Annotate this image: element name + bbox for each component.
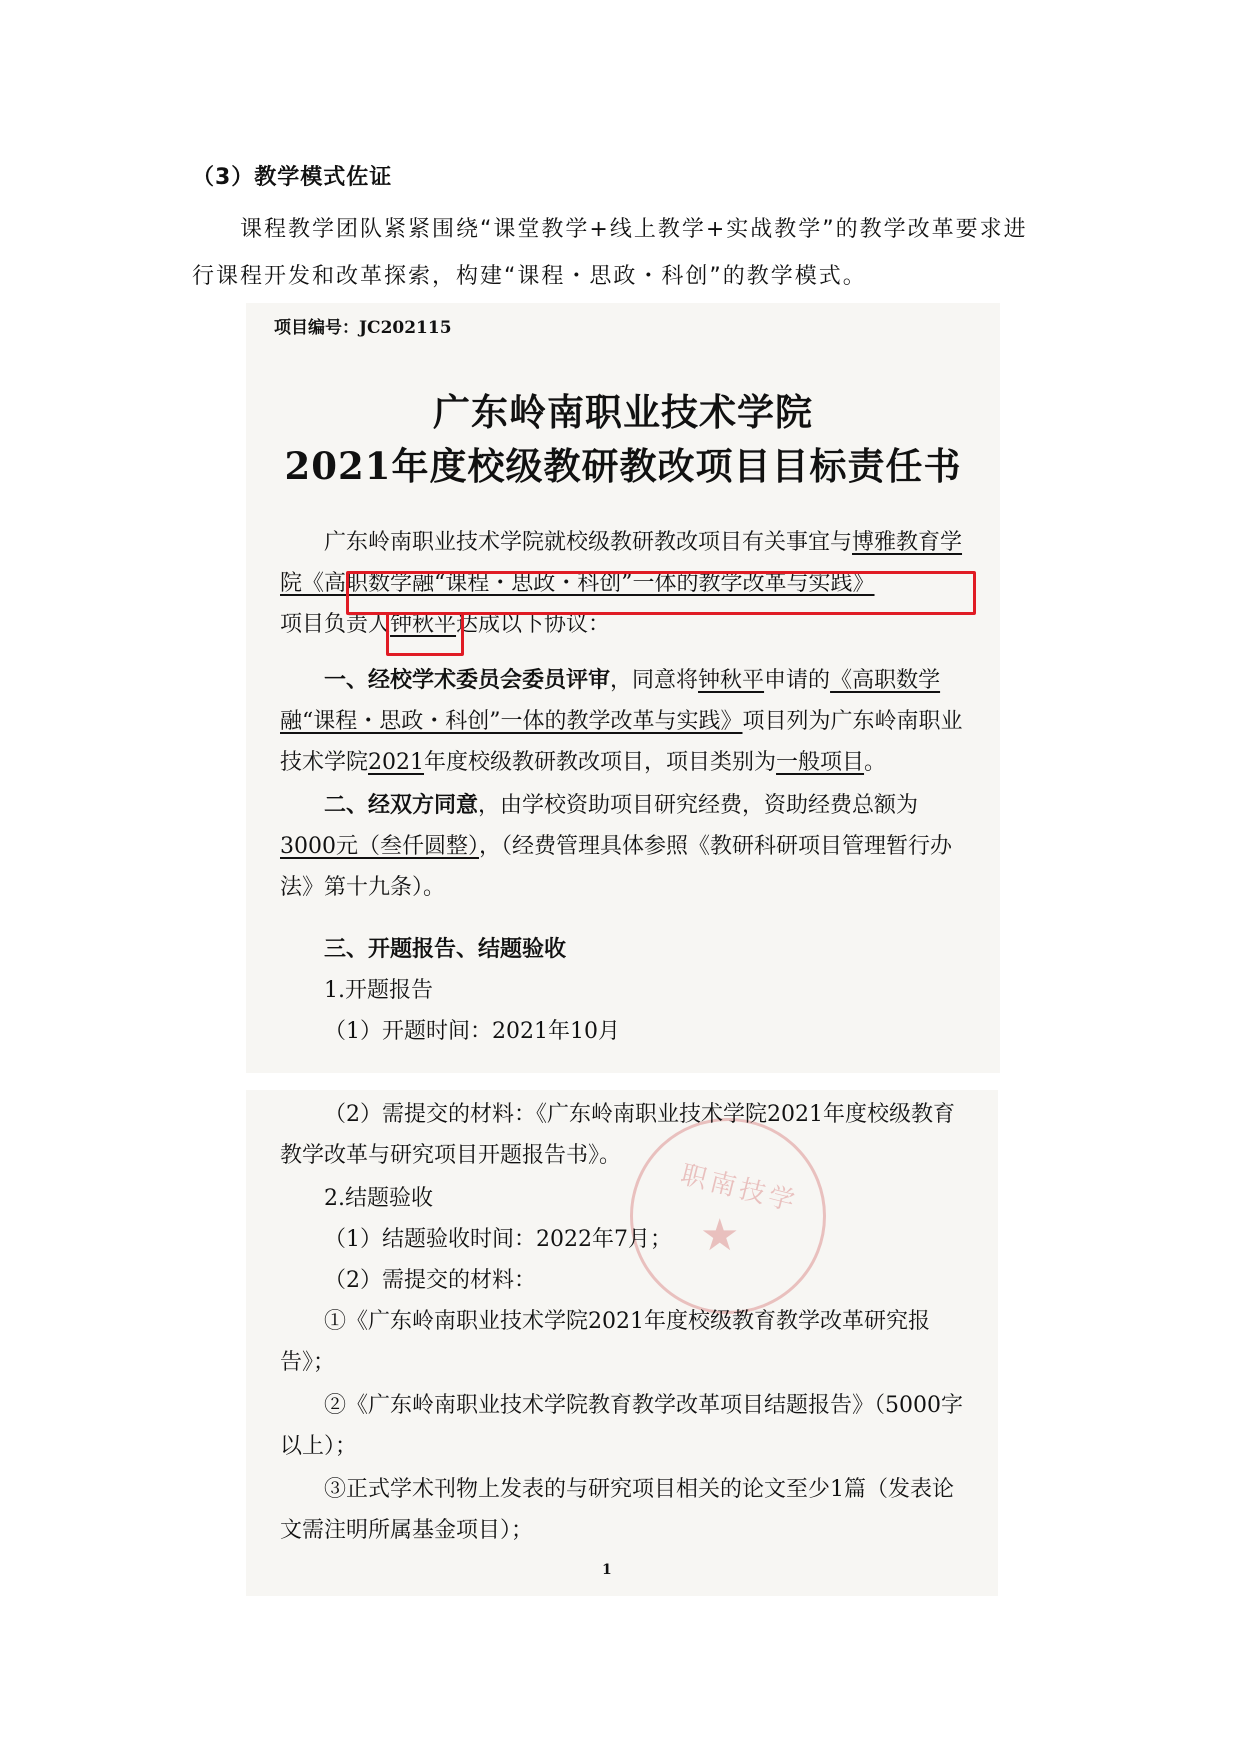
highlight-box-project [346, 571, 976, 615]
college-name: 博雅教育学院 [280, 530, 963, 596]
final-materials-label-text: （2）需提交的材料： [324, 1268, 536, 1293]
project-number: 项目编号：JC202115 [274, 318, 452, 338]
clause-one-leader: 钟秋平 [698, 668, 765, 693]
material-item-3-text: ③正式学术刊物上发表的与研究项目相关的论文至少1篇（发表论文需注明所属基金项目）； [280, 1477, 954, 1543]
final-acceptance-text: 2.结题验收 [324, 1186, 433, 1211]
document-title-line-2: 2021年度校级教研教改项目目标责任书 [284, 444, 962, 488]
project-name: 《高职数学融“课程・思政・科创”一体的教学改革与实践》 [302, 571, 875, 596]
project-leader: 钟秋平 [390, 612, 457, 637]
clause-two [280, 785, 972, 908]
clause-three-heading [280, 929, 972, 970]
leader-label: 项目负责人 [280, 612, 391, 637]
funding-amount: 3000元（叁仟圆整） [280, 834, 479, 859]
final-acceptance-time-text: （1）结题验收时间：2022年7月； [324, 1227, 672, 1252]
intro-paragraph [192, 206, 1072, 300]
clause-one-period: 。 [864, 750, 887, 775]
agreement-text: 广东岭南职业技术学院就校级教研教改项目有关事宜与 [324, 530, 853, 555]
clause-one [280, 660, 972, 783]
clause-three-heading-text: 三、开题报告、结题验收 [324, 936, 567, 962]
clause-one-year: 2021 [368, 750, 425, 775]
clause-one-text-2: 申请的 [764, 668, 831, 693]
agreement-text-end: 达成以下协议： [456, 612, 611, 637]
final-acceptance-time [280, 1219, 972, 1260]
opening-materials [280, 1094, 972, 1176]
highlight-box-leader [386, 612, 464, 656]
material-item-2-text: ②《广东岭南职业技术学院教育教学改革项目结题报告》（5000字以上）； [280, 1393, 963, 1459]
opening-report-heading [280, 970, 972, 1011]
intro-line-1: 课程教学团队紧紧围绕“课堂教学+线上教学+实战教学”的教学改革要求进 [240, 217, 1028, 242]
document-title-line-1: 广东岭南职业技术学院 [433, 390, 813, 434]
clause-two-text: ，由学校资助项目研究经费，资助经费总额为 [478, 793, 919, 818]
project-category: 一般项目 [776, 750, 865, 775]
clause-two-text-2: ，（经费管理具体参照《教研科研项目管理暂行办法》第十九条）。 [280, 834, 953, 900]
intro-line-2: 行课程开发和改革探索，构建“课程・思政・科创”的教学模式。 [192, 264, 867, 289]
opening-report-text: 1.开题报告 [324, 978, 433, 1003]
clause-one-text-4: 年度校级教研教改项目，项目类别为 [424, 750, 777, 775]
clause-one-text-3: 项目列为广东岭南职业技术学院 [280, 709, 963, 775]
page-number: 1 [602, 1562, 612, 1578]
material-item-3 [280, 1469, 972, 1551]
final-acceptance-heading [280, 1178, 972, 1219]
section-heading: （3）教学模式佐证 [192, 165, 393, 190]
material-item-2 [280, 1385, 972, 1467]
seal-star-icon: ★ [700, 1210, 740, 1261]
opening-time [280, 1011, 972, 1052]
material-item-1 [280, 1301, 972, 1383]
clause-one-project: 《高职数学融“课程・思政・科创”一体的教学改革与实践》 [280, 668, 941, 734]
final-materials-label [280, 1260, 972, 1301]
clause-one-heading: 一、经校学术委员会委员评审 [324, 667, 611, 693]
opening-time-text: （1）开题时间：2021年10月 [324, 1019, 620, 1044]
clause-one-text: ，同意将 [610, 668, 699, 693]
material-item-1-text: ①《广东岭南职业技术学院2021年度校级教育教学改革研究报告》； [280, 1309, 930, 1375]
opening-materials-text: （2）需提交的材料：《广东岭南职业技术学院2021年度校级教育教学改革与研究项目开题报告书》。 [280, 1102, 955, 1168]
seal-text: 职南技学 [677, 1159, 802, 1218]
clause-two-heading: 二、经双方同意 [324, 792, 479, 818]
